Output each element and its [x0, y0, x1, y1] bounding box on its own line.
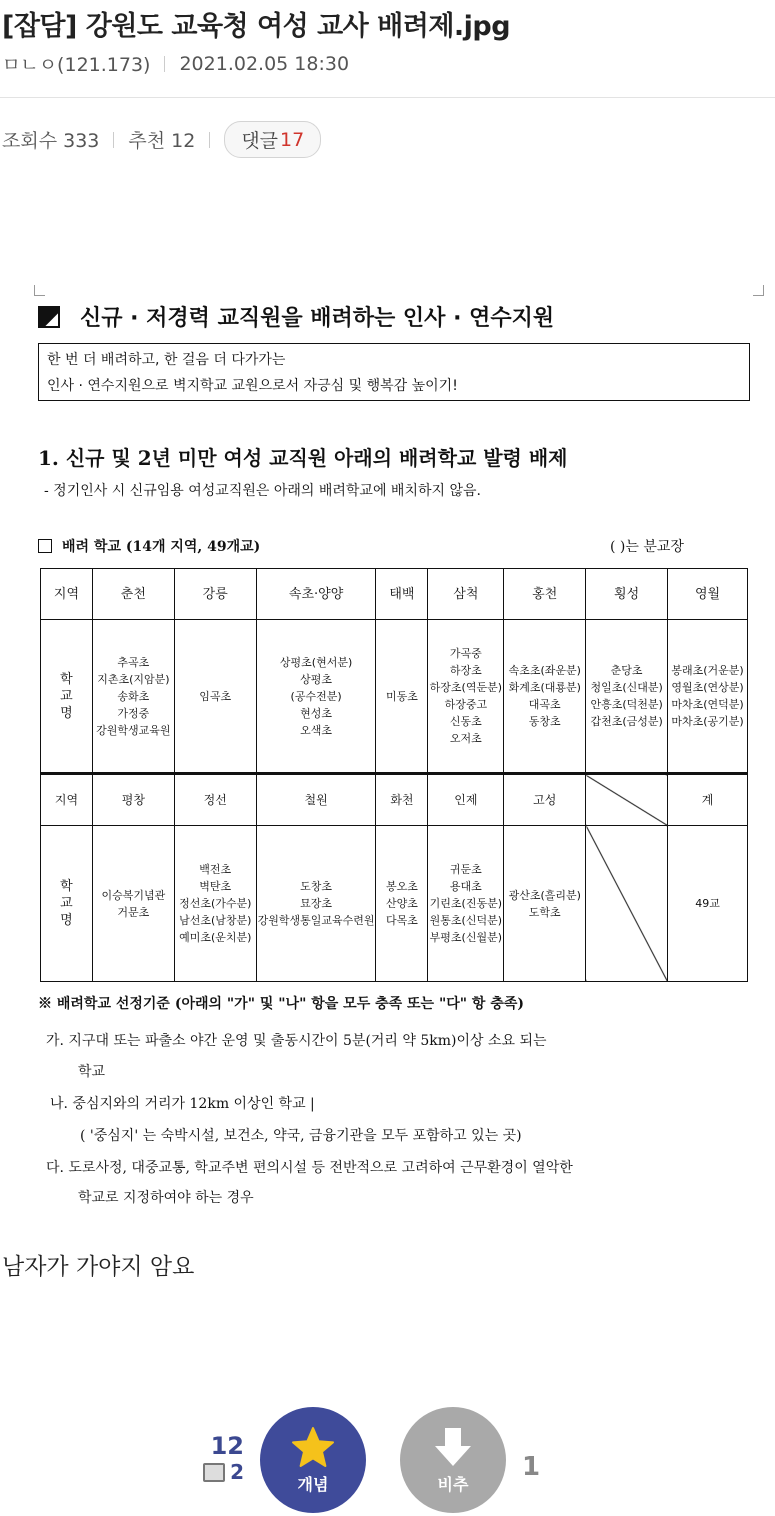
downvote-count: 1: [522, 1452, 541, 1482]
comment-label: 댓글: [241, 130, 279, 152]
school-name: 갑천초(금성분): [590, 715, 663, 728]
school-name: 영월초(연상분): [671, 681, 744, 694]
fixed-user-icon: [203, 1463, 225, 1482]
school-name: 대곡초: [528, 698, 561, 711]
arrow-down-icon: [433, 1426, 473, 1468]
table-cell: 영월: [668, 569, 748, 620]
school-name: 동창초: [528, 715, 561, 728]
school-name: 산양초: [386, 897, 418, 910]
table-cell: [376, 620, 428, 774]
school-name: 백전초: [199, 863, 232, 876]
school-name: 귀둔초: [449, 863, 482, 876]
school-name: 마차초(연덕분): [671, 698, 744, 711]
author-name[interactable]: ㅁㄴㅇ(121.173): [2, 54, 151, 76]
school-name: 가정중: [117, 706, 150, 720]
table-cell: 태백: [376, 569, 428, 620]
table-cell-empty: [586, 826, 668, 982]
table-cell: 속초·양양: [256, 569, 376, 620]
table-cell: [92, 826, 174, 982]
table-cell: 화천: [376, 774, 428, 826]
table-cell-empty: [586, 774, 668, 826]
post-body-text: 남자가 가야지 암요: [2, 1254, 195, 1280]
view-count: 조회수 333: [2, 130, 100, 152]
downvote-label: 비추: [437, 1474, 469, 1494]
school-name: 상평초(현서분): [279, 655, 353, 669]
section-subtitle: - 정기인사 시 신규임용 여성교직원은 아래의 배려학교에 배치하지 않음.: [44, 483, 481, 499]
table-cell: 강릉: [174, 569, 256, 620]
school-name: 신동초: [449, 715, 482, 728]
table-cell: [668, 620, 748, 774]
table-cell: [668, 826, 748, 982]
table-cell: 지역: [41, 569, 93, 620]
school-name: 정선초(가수분): [179, 897, 252, 910]
divider: [164, 56, 165, 72]
school-name: 거문초: [117, 905, 150, 919]
school-name: 오색초: [300, 723, 333, 737]
criteria-title: ※ 배려학교 선정기준 (아래의 "가" 및 "나" 항을 모두 충족 또는 "다" 항 충족): [38, 996, 524, 1012]
post-title: [잡담] 강원도 교육청 여성 교사 배려제.jpg: [2, 11, 511, 42]
criteria-item: 다. 도로사정, 대중교통, 학교주변 편의시설 등 전반적으로 고려하여 근무환경이 열악한: [46, 1160, 573, 1176]
slogan-line: 한 번 더 배려하고, 한 걸음 더 다가가는: [47, 352, 286, 368]
slogan-line: 인사 · 연수지원으로 벽지학교 교원으로서 자긍심 및 행복감 높이기!: [47, 378, 458, 394]
school-name: 벽탄초: [199, 880, 232, 893]
table-cell: 지역: [41, 774, 93, 826]
schools-table: [40, 568, 748, 982]
square-bullet-icon: [38, 306, 60, 328]
school-name: 도학초: [528, 905, 561, 919]
divider: [113, 132, 114, 148]
school-name: 송화초: [117, 689, 150, 703]
post-image: [30, 285, 770, 1210]
doc-heading: 신규 · 저경력 교직원을 배려하는 인사 · 연수지원: [38, 301, 554, 332]
table-cell: 고성: [504, 774, 586, 826]
table-header-row: [41, 774, 748, 826]
divider: [209, 132, 210, 148]
table-cell: 철원: [256, 774, 376, 826]
table-cell: [174, 826, 256, 982]
school-name: (공수전분): [290, 689, 342, 703]
downvote-button[interactable]: [400, 1407, 506, 1513]
post-meta: [2, 50, 349, 77]
school-name: 예미초(운치분): [179, 931, 252, 944]
table-header-row: [41, 569, 748, 620]
school-name: 광산초(흘리분): [508, 888, 581, 902]
divider: [0, 97, 775, 98]
school-name: 지촌초(지암분): [97, 672, 170, 686]
table-row: [41, 620, 748, 774]
vote-stats: [190, 1432, 244, 1484]
upvote-label: 개념: [297, 1474, 329, 1494]
school-name: 하장중고: [444, 698, 488, 711]
school-name: 오저초: [449, 732, 482, 745]
school-name: 속초초(좌운분): [508, 664, 581, 677]
table-cell: [256, 620, 376, 774]
checkbox-icon: [38, 539, 52, 553]
school-name: 묘장초: [300, 897, 333, 910]
comment-count: 17: [280, 128, 305, 151]
school-name: 강원학생교육원: [96, 723, 171, 737]
school-name: 하장초: [449, 664, 482, 677]
school-name: 봉오초: [386, 880, 418, 893]
school-name: 원통초(신덕분): [429, 914, 503, 927]
criteria-item: 가. 지구대 또는 파출소 야간 운영 및 출동시간이 5분(거리 약 5km)이상 소요 되는: [46, 1033, 547, 1049]
table-caption: 배려 학교 (14개 지역, 49개교): [38, 536, 260, 556]
table-cell: 인제: [428, 774, 504, 826]
table-cell: 춘천: [92, 569, 174, 620]
school-name: 추곡초: [117, 655, 150, 669]
table-cell: 학 교 명: [41, 620, 93, 774]
table-cell: [174, 620, 256, 774]
table-note: ( )는 분교장: [610, 539, 684, 555]
school-name: 기린초(진동분): [429, 897, 503, 910]
post-stats: [2, 121, 321, 158]
school-name: 가곡중: [449, 647, 482, 660]
school-name: 미동초: [386, 689, 418, 703]
table-cell: 삼척: [428, 569, 504, 620]
upvote-button[interactable]: [260, 1407, 366, 1513]
recommend-count: 추천 12: [128, 130, 196, 152]
school-name: 청일초(신대분): [590, 681, 663, 694]
table-row: [41, 826, 748, 982]
upvote-count: 12: [210, 1432, 244, 1460]
criteria-item: 학교로 지정하여야 하는 경우: [78, 1190, 254, 1206]
table-cell: [428, 826, 504, 982]
criteria-item: 학교: [78, 1064, 106, 1080]
fixed-comment-count: 2: [190, 1460, 244, 1484]
school-name: 현성초: [300, 706, 333, 720]
table-cell: [504, 620, 586, 774]
table-cell: [376, 826, 428, 982]
comment-count-button[interactable]: [224, 121, 321, 158]
table-cell: 홍천: [504, 569, 586, 620]
table-cell: 학 교 명: [41, 826, 93, 982]
school-name: 강원학생통일교육수련원: [257, 914, 375, 927]
school-name: 화계초(대룡분): [508, 681, 581, 694]
table-cell: [256, 826, 376, 982]
crop-mark: [753, 285, 764, 296]
table-cell: [428, 620, 504, 774]
school-name: 남선초(남창분): [179, 914, 252, 927]
school-name: 이승복기념관: [101, 888, 166, 902]
table-cell: 평창: [92, 774, 174, 826]
school-name: 49교: [695, 897, 720, 910]
school-name: 임곡초: [199, 689, 232, 703]
table-cell: [92, 620, 174, 774]
criteria-item: 나. 중심지와의 거리가 12km 이상인 학교 |: [50, 1096, 315, 1112]
table-cell: [504, 826, 586, 982]
school-name: 용대초: [449, 880, 482, 893]
crop-mark: [34, 285, 45, 296]
section-title: 1. 신규 및 2년 미만 여성 교직원 아래의 배려학교 발령 배제: [38, 446, 568, 470]
table-cell: [586, 620, 668, 774]
criteria-item: ( '중심지' 는 숙박시설, 보건소, 약국, 금융기관을 모두 포함하고 있는 곳): [80, 1128, 522, 1144]
school-name: 안흥초(덕천분): [590, 698, 663, 711]
school-name: 부평초(신월분): [429, 931, 503, 944]
table-cell: 계: [668, 774, 748, 826]
school-name: 도창초: [300, 880, 333, 893]
school-name: 하장초(역둔분): [429, 681, 503, 694]
post-date: 2021.02.05 18:30: [179, 52, 350, 75]
doc-slogan-box: [38, 343, 750, 401]
table-cell: 정선: [174, 774, 256, 826]
school-name: 다목초: [386, 914, 418, 927]
school-name: 마차초(공기분): [671, 715, 744, 728]
school-name: 춘당초: [610, 664, 643, 677]
school-name: 봉래초(거운분): [671, 664, 744, 677]
school-name: 상평초: [300, 672, 333, 686]
star-icon: [291, 1426, 335, 1468]
table-cell: 횡성: [586, 569, 668, 620]
